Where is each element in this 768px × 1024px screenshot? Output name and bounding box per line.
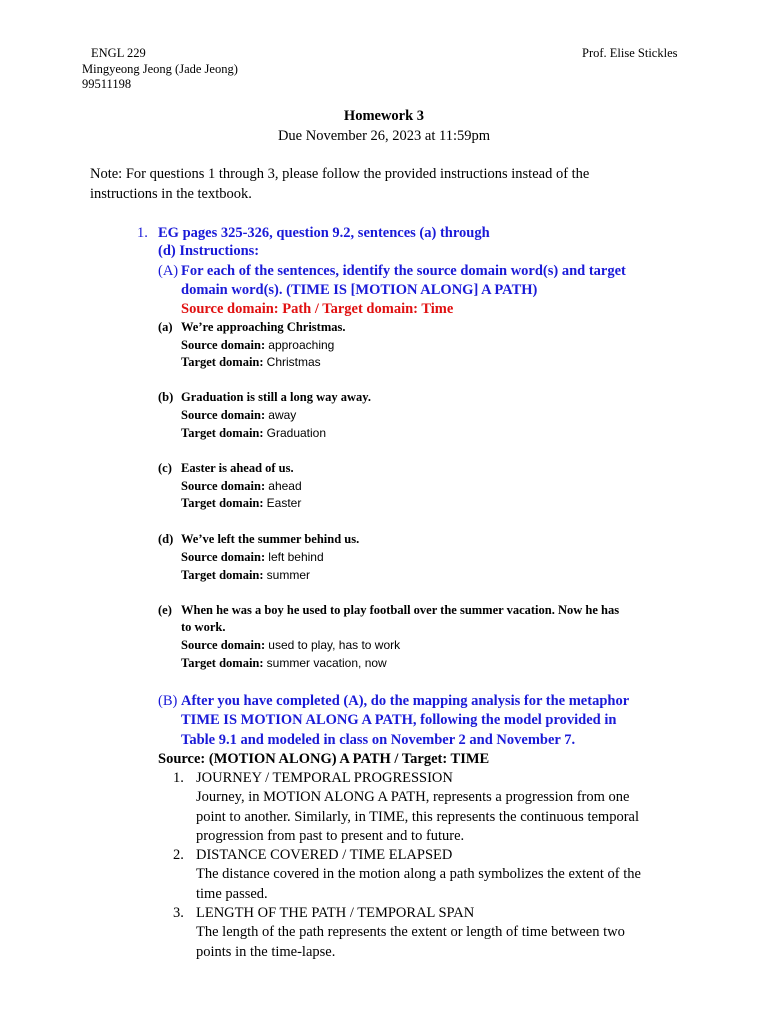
note-line-1: Note: For questions 1 through 3, please follow the provided instructions instead of the bbox=[90, 166, 590, 182]
student-id: 99511198 bbox=[82, 77, 132, 91]
partB-marker: (B) bbox=[158, 693, 178, 709]
sentence-e-text: When he was a boy he used to play football over the summer vacation. Now he has bbox=[181, 603, 620, 617]
target-label: Target domain: bbox=[181, 355, 264, 369]
sentence-d-text: We’ve left the summer behind us. bbox=[181, 532, 360, 546]
mapping-1-title: JOURNEY / TEMPORAL PROGRESSION bbox=[196, 770, 453, 786]
source-value: away bbox=[268, 408, 297, 422]
sentence-a-target bbox=[181, 355, 321, 370]
q1-number: 1. bbox=[137, 225, 148, 241]
mapping-3-line-1: The length of the path represents the extent or length of time between two bbox=[196, 924, 625, 940]
partB-line-1: After you have completed (A), do the mapping analysis for the metaphor bbox=[181, 693, 630, 709]
target-value: Graduation bbox=[266, 426, 327, 440]
mapping-heading: Source: (MOTION ALONG) A PATH / Target: TIME bbox=[158, 751, 490, 767]
mapping-1-number: 1. bbox=[173, 770, 184, 786]
target-value: summer vacation, now bbox=[266, 656, 387, 670]
q1-heading-line-1: EG pages 325-326, question 9.2, sentences (a) through bbox=[158, 225, 490, 241]
sentence-a-source bbox=[181, 338, 334, 353]
sentence-e-target bbox=[181, 656, 387, 671]
target-value: summer bbox=[266, 568, 310, 582]
sentence-a-marker: (a) bbox=[158, 320, 173, 334]
mapping-2-number: 2. bbox=[173, 847, 184, 863]
sentence-e-marker: (e) bbox=[158, 603, 172, 617]
sentence-c-text: Easter is ahead of us. bbox=[181, 461, 294, 475]
source-label: Source domain: bbox=[181, 550, 266, 564]
student-name: Mingyeong Jeong (Jade Jeong) bbox=[82, 62, 238, 76]
mapping-1-line-1: Journey, in MOTION ALONG A PATH, represents a progression from one bbox=[196, 789, 630, 805]
source-value: left behind bbox=[268, 550, 324, 564]
sentence-e-source bbox=[181, 638, 400, 653]
target-label: Target domain: bbox=[181, 568, 264, 582]
sentence-d-source bbox=[181, 550, 324, 565]
partA-answer: Source domain: Path / Target domain: Time bbox=[181, 301, 454, 317]
source-label: Source domain: bbox=[181, 479, 266, 493]
mapping-2-line-2: time passed. bbox=[196, 886, 268, 902]
source-label: Source domain: bbox=[181, 638, 266, 652]
source-value: used to play, has to work bbox=[268, 638, 401, 652]
partB-line-2: TIME IS MOTION ALONG A PATH, following the model provided in bbox=[181, 712, 617, 728]
sentence-c-marker: (c) bbox=[158, 461, 172, 475]
target-label: Target domain: bbox=[181, 426, 264, 440]
mapping-3-title: LENGTH OF THE PATH / TEMPORAL SPAN bbox=[196, 905, 475, 921]
course-code: ENGL 229 bbox=[91, 46, 146, 60]
partA-marker: (A) bbox=[158, 263, 179, 279]
sentence-b-marker: (b) bbox=[158, 390, 174, 404]
mapping-2-line-1: The distance covered in the motion along a path symbolizes the extent of the bbox=[196, 866, 641, 882]
source-label: Source domain: bbox=[181, 408, 266, 422]
sentence-b-source bbox=[181, 408, 296, 423]
note-line-2: instructions in the textbook. bbox=[90, 186, 252, 202]
partA-line-1: For each of the sentences, identify the source domain word(s) and target bbox=[181, 263, 626, 279]
sentence-b-text: Graduation is still a long way away. bbox=[181, 390, 371, 404]
target-value: Easter bbox=[266, 496, 302, 510]
source-value: approaching bbox=[268, 338, 335, 352]
sentence-c-target bbox=[181, 496, 301, 511]
target-label: Target domain: bbox=[181, 656, 264, 670]
mapping-2-title: DISTANCE COVERED / TIME ELAPSED bbox=[196, 847, 453, 863]
professor-name: Prof. Elise Stickles bbox=[582, 46, 678, 60]
q1-heading-line-2: (d) Instructions: bbox=[158, 243, 260, 259]
source-label: Source domain: bbox=[181, 338, 266, 352]
partB-line-3: Table 9.1 and modeled in class on November 2 and November 7. bbox=[181, 732, 576, 748]
sentence-a-text: We’re approaching Christmas. bbox=[181, 320, 346, 334]
due-date: Due November 26, 2023 at 11:59pm bbox=[277, 128, 491, 144]
page-title: Homework 3 bbox=[343, 108, 425, 124]
sentence-b-target bbox=[181, 426, 326, 441]
mapping-3-number: 3. bbox=[173, 905, 184, 921]
partA-line-2: domain word(s). (TIME IS [MOTION ALONG] A PATH) bbox=[181, 282, 538, 298]
target-value: Christmas bbox=[266, 355, 321, 369]
sentence-c-source bbox=[181, 479, 302, 494]
source-value: ahead bbox=[268, 479, 302, 493]
sentence-e-text-cont: to work. bbox=[181, 620, 226, 634]
mapping-1-line-3: progression from past to present and to future. bbox=[196, 828, 465, 844]
sentence-d-target bbox=[181, 568, 310, 583]
sentence-d-marker: (d) bbox=[158, 532, 174, 546]
target-label: Target domain: bbox=[181, 496, 264, 510]
mapping-3-line-2: points in the time-lapse. bbox=[196, 944, 336, 960]
mapping-1-line-2: point to another. Similarly, in TIME, this represents the continuous temporal bbox=[196, 809, 639, 825]
